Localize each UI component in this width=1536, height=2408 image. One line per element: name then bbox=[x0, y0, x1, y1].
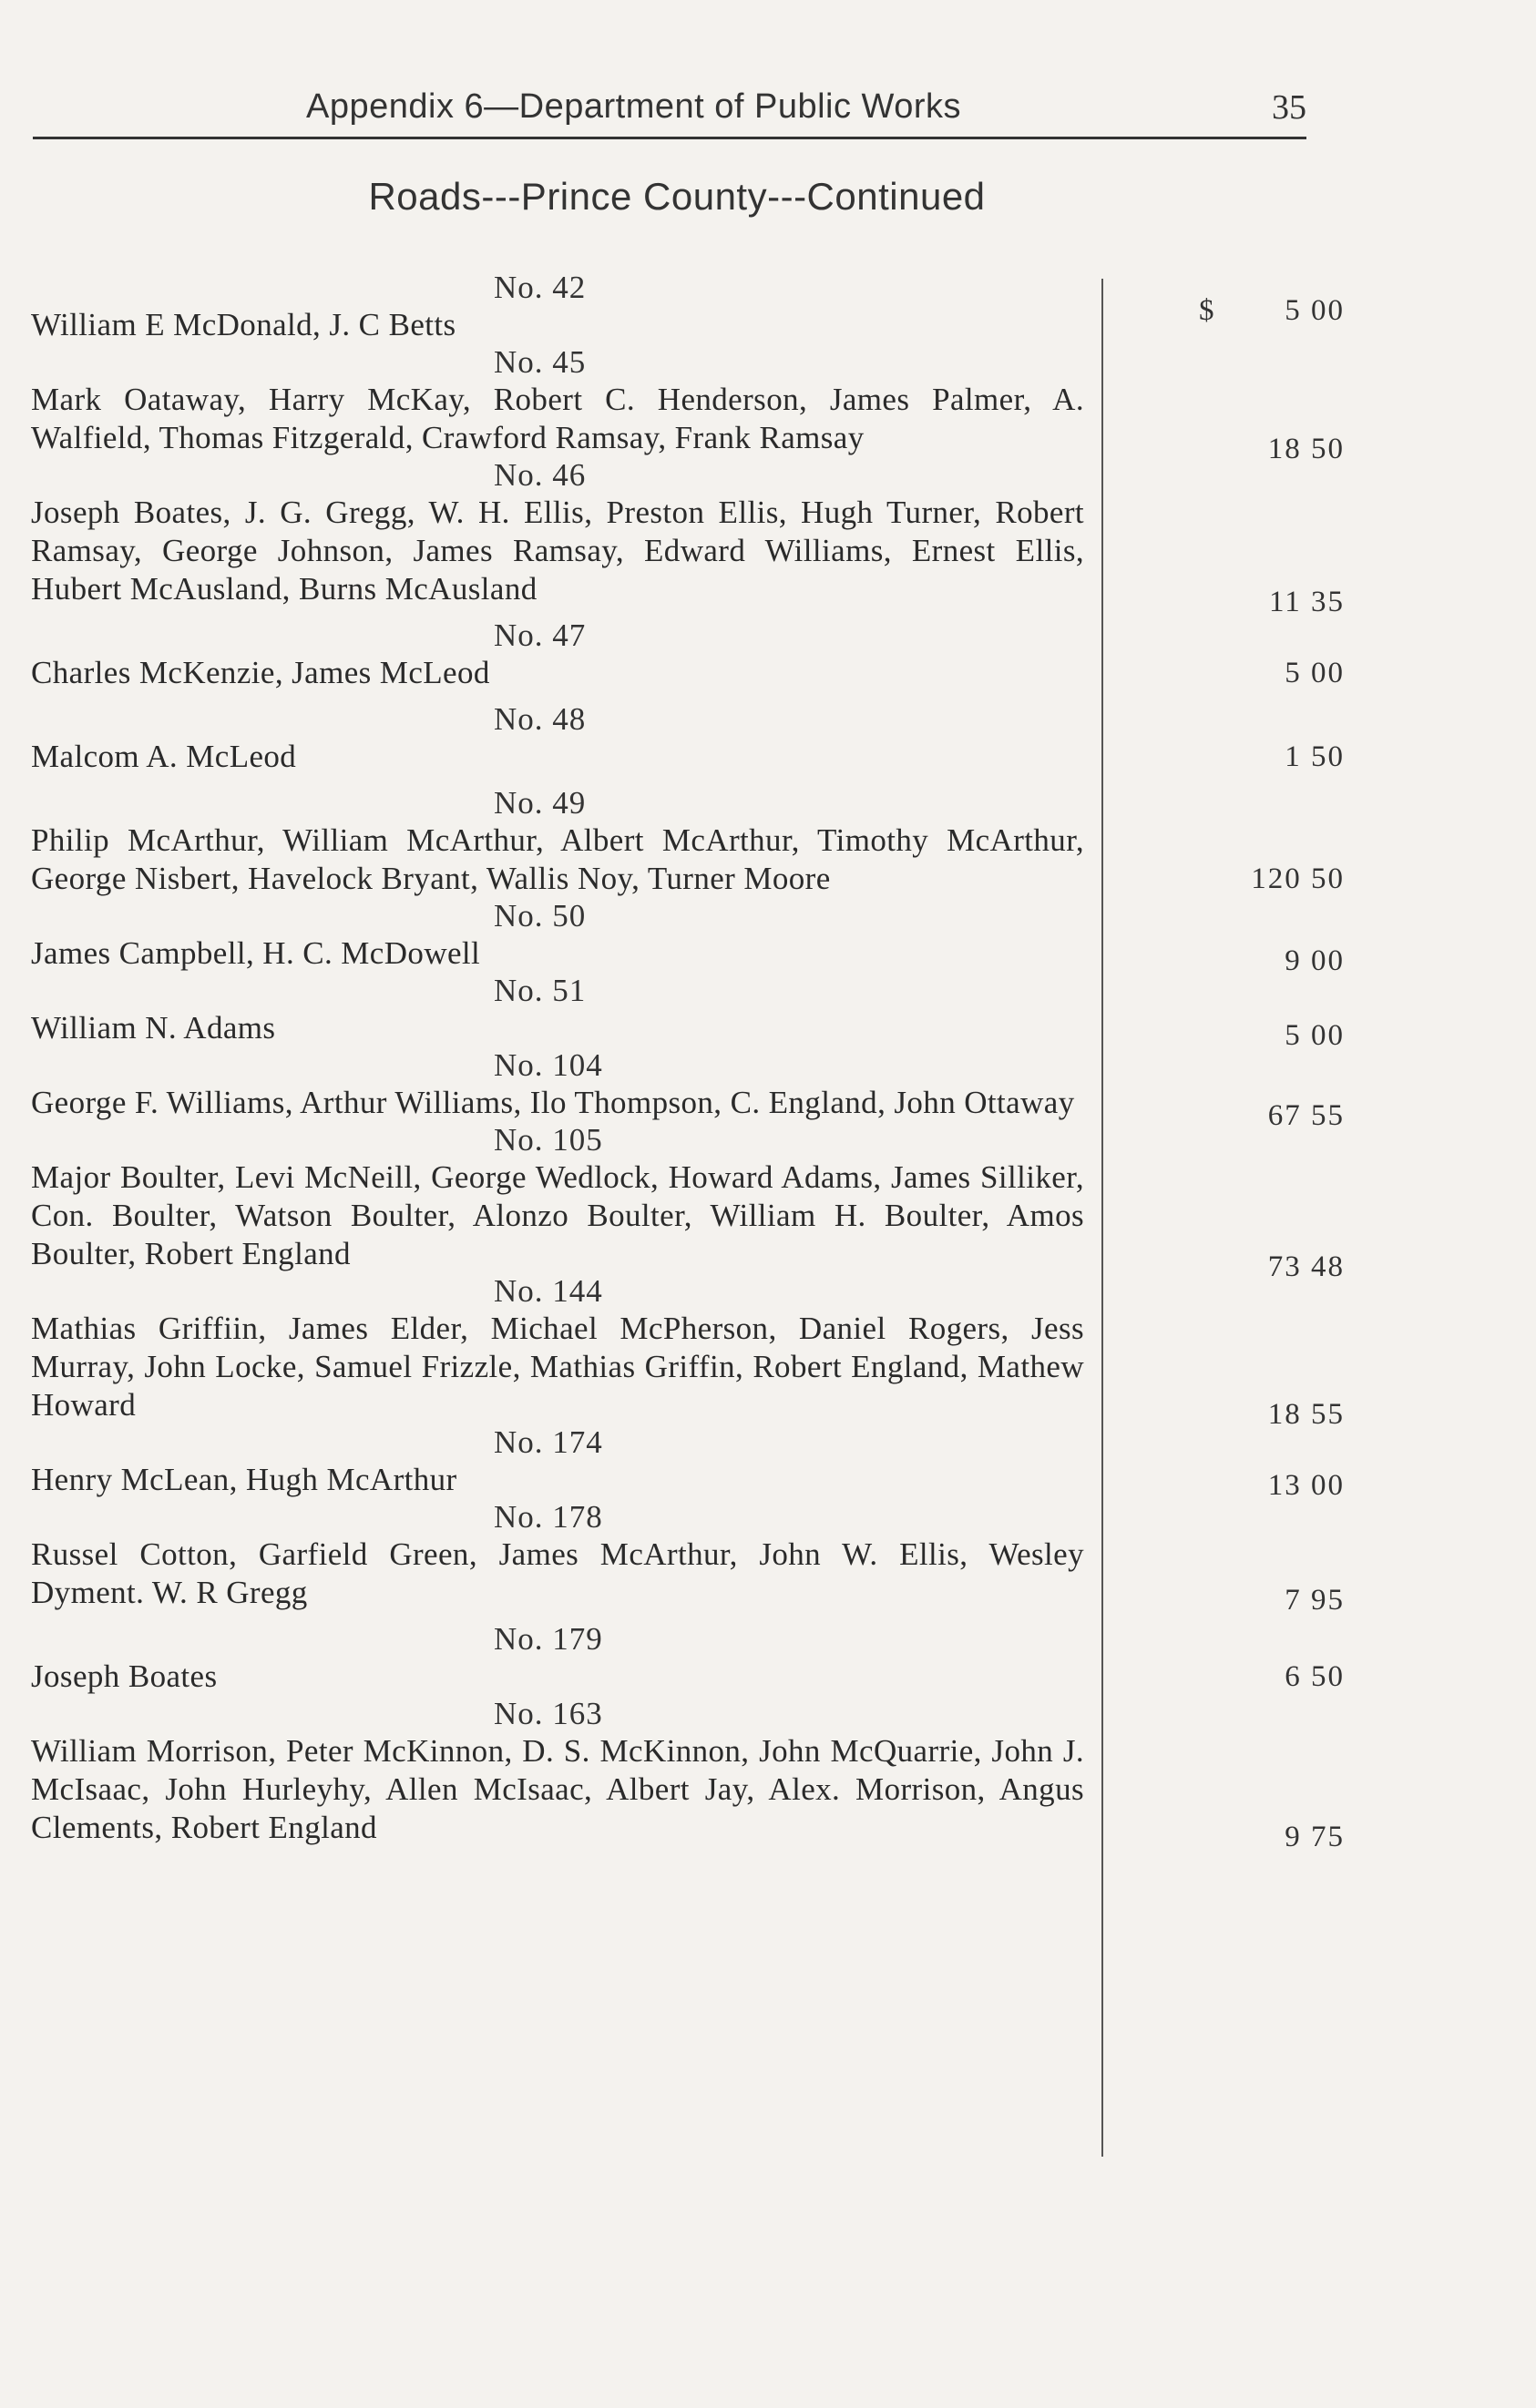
entry-144 bbox=[31, 1273, 1345, 1431]
entry-47 bbox=[31, 617, 1345, 692]
names-list: Henry McLean, Hugh McArthur bbox=[31, 1462, 457, 1497]
names-list: Mark Oataway, Harry McKay, Robert C. Henderson, James Palmer, A. Walfield, Thomas Fitzgerald, Crawford Ramsay, Frank Ramsay bbox=[31, 382, 1084, 455]
road-number: No. 42 bbox=[494, 270, 587, 305]
road-number: No. 179 bbox=[494, 1621, 603, 1657]
names-list: Major Boulter, Levi McNeill, George Wedlock, Howard Adams, James Silliker, Con. Boulter, Watson Boulter, Alonzo Boulter, William H. Boulter, Amos Boulter, Robert England bbox=[31, 1159, 1084, 1271]
names-list: George F. Williams, Arthur Williams, Ilo Thompson, C. England, John Ottaway bbox=[31, 1085, 1075, 1120]
amount: 1 50 bbox=[1285, 740, 1345, 773]
entry-48 bbox=[31, 701, 1345, 776]
road-number: No. 174 bbox=[494, 1424, 603, 1460]
amount: 5 00 bbox=[1285, 1019, 1345, 1052]
amount bbox=[1144, 294, 1345, 328]
names-list: Joseph Boates, J. G. Gregg, W. H. Ellis, Preston Ellis, Hugh Turner, Robert Ramsay, George Johnson, James Ramsay, Edward Williams, Ernest Ellis, Hubert McAusland, Burns McAusland bbox=[31, 495, 1084, 607]
amount-column-rule bbox=[1101, 279, 1103, 2157]
names-list: William Morrison, Peter McKinnon, D. S. McKinnon, John McQuarrie, John J. McIsaac, John Hurleyhy, Allen McIsaac, Albert Jay, Alex. Morrison, Angus Clements, Robert England bbox=[31, 1733, 1084, 1845]
amount-value: 5 00 bbox=[1285, 294, 1345, 327]
road-entries bbox=[31, 270, 1345, 1853]
road-number: No. 51 bbox=[494, 973, 587, 1008]
dollar-sign: $ bbox=[1199, 294, 1216, 327]
road-number: No. 50 bbox=[494, 898, 587, 934]
names-list: William N. Adams bbox=[31, 1010, 276, 1046]
road-number: No. 178 bbox=[494, 1499, 603, 1535]
entry-178 bbox=[31, 1499, 1345, 1617]
entry-49 bbox=[31, 785, 1345, 898]
amount: 7 95 bbox=[1285, 1584, 1345, 1617]
entry-163 bbox=[31, 1696, 1345, 1853]
entry-42 bbox=[31, 270, 1345, 344]
entry-46 bbox=[31, 457, 1345, 618]
names-list: James Campbell, H. C. McDowell bbox=[31, 935, 481, 971]
road-number: No. 49 bbox=[494, 785, 587, 821]
amount: 120 50 bbox=[1251, 862, 1345, 895]
entry-51 bbox=[31, 973, 1345, 1052]
names-list: Russel Cotton, Garfield Green, James McArthur, John W. Ellis, Wesley Dyment. W. R Gregg bbox=[31, 1536, 1084, 1610]
entry-174 bbox=[31, 1424, 1345, 1502]
road-number: No. 45 bbox=[494, 344, 587, 380]
names-list: Charles McKenzie, James McLeod bbox=[31, 655, 490, 690]
entry-45 bbox=[31, 344, 1345, 465]
road-number: No. 47 bbox=[494, 617, 587, 653]
entry-50 bbox=[31, 898, 1345, 977]
amount: 5 00 bbox=[1285, 657, 1345, 689]
section-title: Roads---Prince County---Continued bbox=[368, 175, 986, 218]
entry-104 bbox=[31, 1047, 1345, 1132]
amount: 73 48 bbox=[1267, 1250, 1345, 1283]
amount: 18 50 bbox=[1267, 433, 1345, 465]
amount: 9 75 bbox=[1285, 1821, 1345, 1853]
amount: 6 50 bbox=[1285, 1660, 1345, 1693]
road-number: No. 48 bbox=[494, 701, 587, 737]
amount: 9 00 bbox=[1285, 944, 1345, 977]
amount: 18 55 bbox=[1267, 1398, 1345, 1431]
road-number: No. 144 bbox=[494, 1273, 603, 1309]
page-number: 35 bbox=[1272, 88, 1306, 127]
header-title: Appendix 6—Department of Public Works bbox=[306, 87, 962, 126]
entry-179 bbox=[31, 1621, 1345, 1696]
names-list: Joseph Boates bbox=[31, 1658, 218, 1694]
names-list: William E McDonald, J. C Betts bbox=[31, 307, 456, 342]
road-number: No. 105 bbox=[494, 1122, 603, 1158]
names-list: Malcom A. McLeod bbox=[31, 739, 297, 774]
road-number: No. 104 bbox=[494, 1047, 603, 1083]
amount: 11 35 bbox=[1268, 586, 1345, 618]
amount: 67 55 bbox=[1267, 1099, 1345, 1132]
road-number: No. 163 bbox=[494, 1696, 603, 1731]
names-list: Philip McArthur, William McArthur, Albert McArthur, Timothy McArthur, George Nisbert, Havelock Bryant, Wallis Noy, Turner Moore bbox=[31, 822, 1084, 896]
entry-105 bbox=[31, 1122, 1345, 1283]
running-header bbox=[33, 84, 1306, 139]
names-list: Mathias Griffiin, James Elder, Michael McPherson, Daniel Rogers, Jess Murray, John Locke, Samuel Frizzle, Mathias Griffin, Robert England, Mathew Howard bbox=[31, 1311, 1084, 1423]
amount: 13 00 bbox=[1267, 1469, 1345, 1502]
road-number: No. 46 bbox=[494, 457, 587, 493]
